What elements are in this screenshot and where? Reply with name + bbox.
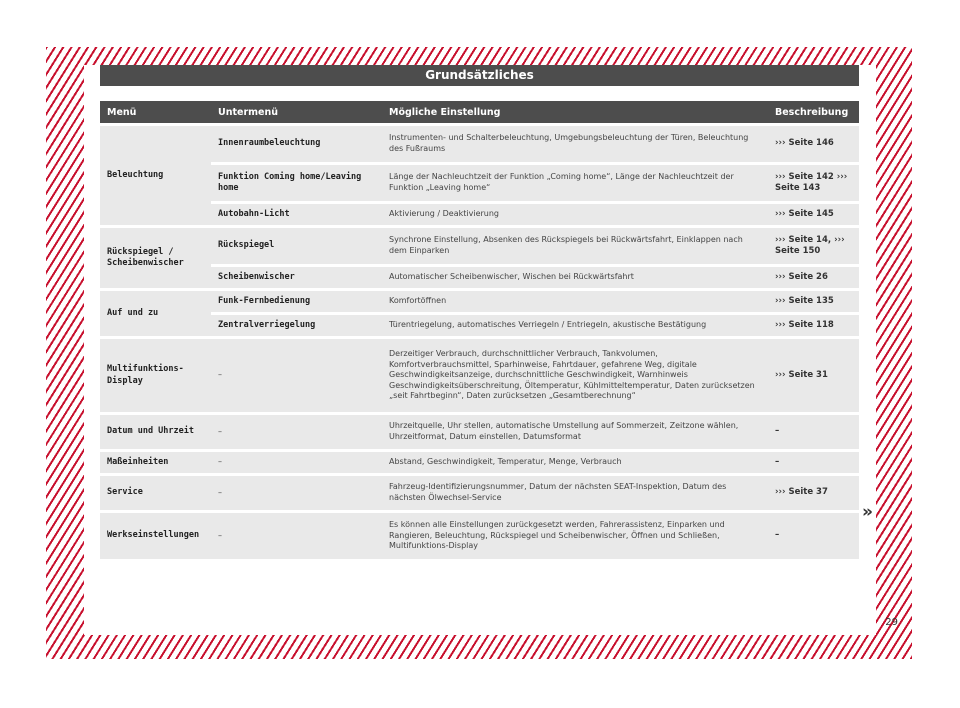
page-reference: – bbox=[768, 513, 859, 559]
menu-cell: Beleuchtung bbox=[100, 126, 211, 225]
submenu-cell: – bbox=[211, 452, 382, 473]
page-reference: – bbox=[768, 452, 859, 473]
setting-cell: Es können alle Einstellungen zurückgesetzt werden, Fahrerassistenz, Einparken und Rangieren, Beleuchtung, Rückspiegel und Scheibenwischer, Öffnen und Schließen, Multifunktions-Display bbox=[382, 513, 768, 559]
setting-cell: Länge der Nachleuchtzeit der Funktion „Coming home“, Länge der Nachleuchtzeit der Funktion „Leaving home“ bbox=[382, 165, 768, 201]
page-reference[interactable]: ››› Seite 142 ››› Seite 143 bbox=[768, 165, 859, 201]
submenu-cell: Innenraumbeleuchtung bbox=[211, 126, 382, 162]
table-header-row bbox=[100, 101, 859, 123]
column-header-description: Beschreibung bbox=[768, 101, 859, 123]
page-reference[interactable]: ››› Seite 118 bbox=[768, 315, 859, 336]
setting-cell: Automatischer Scheibenwischer, Wischen bei Rückwärtsfahrt bbox=[382, 267, 768, 288]
setting-cell: Komfortöffnen bbox=[382, 291, 768, 312]
table-row bbox=[100, 415, 859, 449]
menu-cell: Datum und Uhrzeit bbox=[100, 415, 211, 449]
table-row bbox=[100, 165, 859, 201]
table-row bbox=[100, 476, 859, 510]
table-row bbox=[100, 315, 859, 336]
submenu-cell: Rückspiegel bbox=[211, 228, 382, 264]
menu-cell: Service bbox=[100, 476, 211, 510]
table-row bbox=[100, 204, 859, 225]
menu-cell: Multifunktions-Display bbox=[100, 339, 211, 412]
table-row bbox=[100, 291, 859, 312]
table-row bbox=[100, 126, 859, 162]
setting-cell: Türentriegelung, automatisches Verriegeln / Entriegeln, akustische Bestätigung bbox=[382, 315, 768, 336]
table-row bbox=[100, 339, 859, 412]
menu-cell: Werkseinstellungen bbox=[100, 513, 211, 559]
table-row bbox=[100, 452, 859, 473]
setting-cell: Instrumenten- und Schalterbeleuchtung, Umgebungsbeleuchtung der Türen, Beleuchtung des Fußraums bbox=[382, 126, 768, 162]
setting-cell: Uhrzeitquelle, Uhr stellen, automatische Umstellung auf Sommerzeit, Zeitzone wählen, Uhrzeitformat, Datum einstellen, Datumsformat bbox=[382, 415, 768, 449]
setting-cell: Aktivierung / Deaktivierung bbox=[382, 204, 768, 225]
column-header-menu: Menü bbox=[100, 101, 211, 123]
table-row bbox=[100, 267, 859, 288]
submenu-cell: Zentralverriegelung bbox=[211, 315, 382, 336]
submenu-cell: – bbox=[211, 513, 382, 559]
continue-arrow-icon: » bbox=[862, 502, 873, 522]
page-reference[interactable]: ››› Seite 31 bbox=[768, 339, 859, 412]
page-reference: – bbox=[768, 415, 859, 449]
page-number: 29 bbox=[885, 617, 898, 628]
submenu-cell: Scheibenwischer bbox=[211, 267, 382, 288]
table-row bbox=[100, 513, 859, 559]
submenu-cell: – bbox=[211, 339, 382, 412]
submenu-cell: – bbox=[211, 476, 382, 510]
setting-cell: Synchrone Einstellung, Absenken des Rückspiegels bei Rückwärtsfahrt, Einklappen nach dem Einparken bbox=[382, 228, 768, 264]
settings-table bbox=[100, 98, 859, 562]
section-title: Grundsätzliches bbox=[100, 65, 859, 86]
submenu-cell: – bbox=[211, 415, 382, 449]
submenu-cell: Autobahn-Licht bbox=[211, 204, 382, 225]
page-reference[interactable]: ››› Seite 26 bbox=[768, 267, 859, 288]
setting-cell: Abstand, Geschwindigkeit, Temperatur, Menge, Verbrauch bbox=[382, 452, 768, 473]
menu-cell: Auf und zu bbox=[100, 291, 211, 336]
setting-cell: Fahrzeug-Identifizierungsnummer, Datum der nächsten SEAT-Inspektion, Datum des nächsten Ölwechsel-Service bbox=[382, 476, 768, 510]
column-header-setting: Mögliche Einstellung bbox=[382, 101, 768, 123]
page-reference[interactable]: ››› Seite 135 bbox=[768, 291, 859, 312]
page-reference[interactable]: ››› Seite 146 bbox=[768, 126, 859, 162]
page-reference[interactable]: ››› Seite 145 bbox=[768, 204, 859, 225]
page-reference[interactable]: ››› Seite 14, ››› Seite 150 bbox=[768, 228, 859, 264]
menu-cell: Maßeinheiten bbox=[100, 452, 211, 473]
setting-cell: Derzeitiger Verbrauch, durchschnittlicher Verbrauch, Tankvolumen, Komfortverbrauchsmittel, Sparhinweise, Fahrtdauer, gefahrene Weg, digitale Geschwindigkeitsanzeige, durchschnittliche Geschwindigkeit, Warnhinweis Geschwindigkeitsüberschreitung, Öltemperatur, Kühlmitteltemperatur, Daten zurücksetzen „seit Fahrtbeginn“, Daten zurücksetzen „Gesamtberechnung“ bbox=[382, 339, 768, 412]
table-row bbox=[100, 228, 859, 264]
submenu-cell: Funk-Fernbedienung bbox=[211, 291, 382, 312]
menu-cell: Rückspiegel / Scheibenwischer bbox=[100, 228, 211, 288]
column-header-submenu: Untermenü bbox=[211, 101, 382, 123]
page-reference[interactable]: ››› Seite 37 bbox=[768, 476, 859, 510]
submenu-cell: Funktion Coming home/Leaving home bbox=[211, 165, 382, 201]
